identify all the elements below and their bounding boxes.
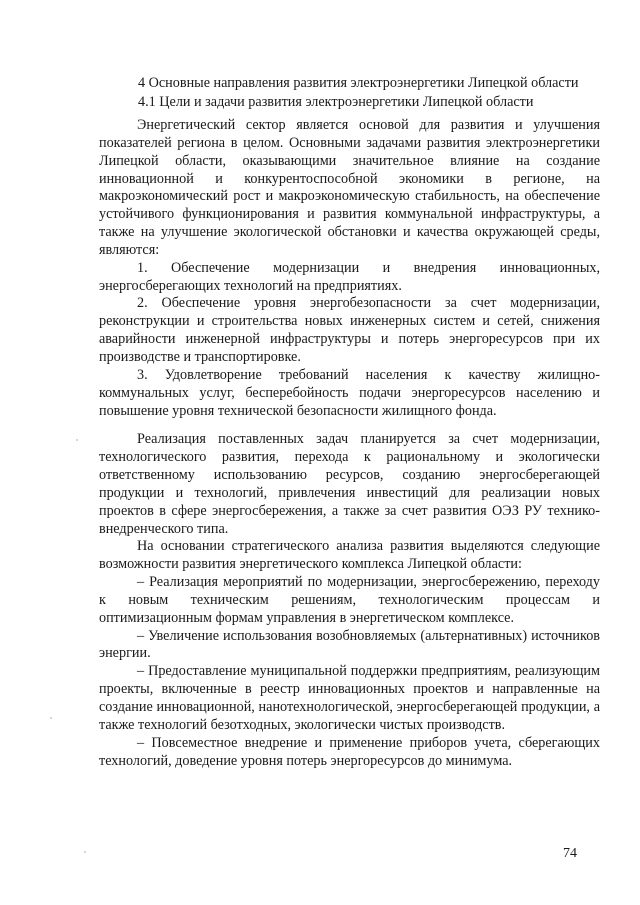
page-number: 74 bbox=[563, 846, 577, 861]
body-text bbox=[99, 117, 600, 770]
subsection-heading: 4.1 Цели и задачи развития электроэнергетики Липецкой области bbox=[138, 94, 534, 110]
section-headings bbox=[138, 74, 618, 112]
task-item-2: 2. Обеспечение уровня энергобезопасности за счет модернизации, реконструкции и строительства новых инженерных систем и сетей, снижения аварийности инженерной инфраструктуры и потерь энергоресурсов при их производстве и транспортировке. bbox=[99, 295, 600, 365]
intro-paragraph: Энергетический сектор является основой для развития и улучшения показателей региона в целом. Основными задачами развития электроэнергетики Липецкой области, оказывающими значительное влияние на создание инновационной и конкурентоспособной экономики в регионе, на макроэкономический рост и макроэкономическую стабильность, на обеспечение устойчивого функционирования и развития коммунальной инфраструктуры, а также на улучшение экологической обстановки и качества окружающей среды, являются: bbox=[99, 117, 600, 258]
opportunity-item-2: – Увеличение использования возобновляемых (альтернативных) источников энергии. bbox=[99, 627, 600, 662]
task-item-3: 3. Удовлетворение требований населения к качеству жилищно-коммунальных услуг, бесперебойность подачи энергоресурсов населению и повышение уровня технической безопасности жилищного фонда. bbox=[99, 366, 600, 419]
opportunities-intro-paragraph: На основании стратегического анализа развития выделяются следующие возможности развития энергетического комплекса Липецкой области: bbox=[99, 538, 600, 573]
opportunity-item-4: – Повсеместное внедрение и применение приборов учета, сберегающих технологий, доведение уровня потерь энергоресурсов до минимума. bbox=[99, 734, 600, 769]
scan-speck bbox=[50, 717, 52, 719]
scan-speck bbox=[76, 439, 78, 441]
section-heading: 4 Основные направления развития электроэнергетики Липецкой области bbox=[138, 75, 579, 91]
opportunity-item-3: – Предоставление муниципальной поддержки предприятиям, реализующим проекты, включенные в реестр инновационных проектов и направленные на создание инновационной, нанотехнологической, энергосберегающей продукции, а также технологий безотходных, экологически чистых производств. bbox=[99, 663, 600, 733]
scan-speck bbox=[84, 851, 86, 853]
implementation-paragraph: Реализация поставленных задач планируется за счет модернизации, технологического развития, перехода к рациональному и экологически ответственному использованию ресурсов, созданию энергосберегающей продукции и технологий, привлечения инвестиций для реализации новых проектов в сфере энергосбережения, а также за счет развития ОЭЗ РУ технико-внедренческого типа. bbox=[99, 431, 600, 537]
task-item-1: 1. Обеспечение модернизации и внедрения инновационных, энергосберегающих технологий на предприятиях. bbox=[99, 259, 600, 294]
opportunity-item-1: – Реализация мероприятий по модернизации, энергосбережению, переходу к новым техническим решениям, технологическим процессам и оптимизационным формам управления в энергетическом комплексе. bbox=[99, 574, 600, 626]
